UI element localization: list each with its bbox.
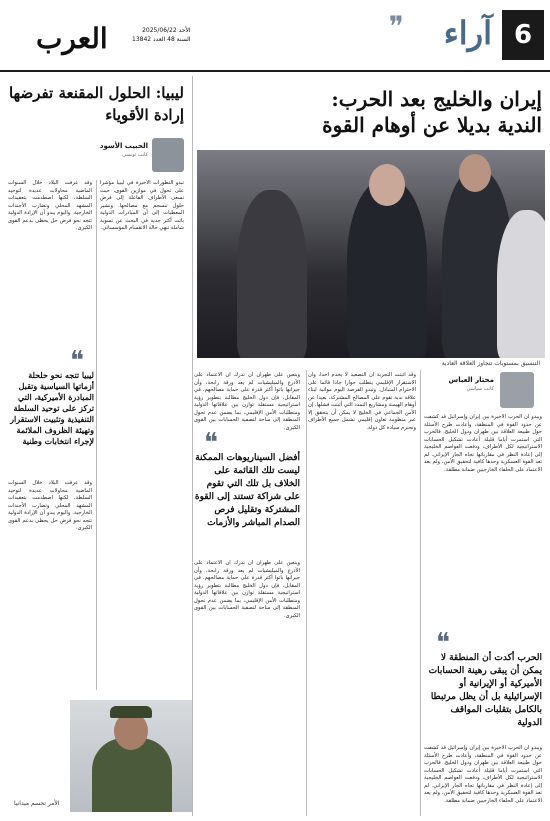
body-text: تبدو التطورات الأخيرة في ليبيا مؤشرا على تحول في موازين القوى، حيث تسعى الأطراف الفاعلة إلى فرض حلول تنسجم مع مصالحها. وتشير المعطيات إلى أن المبادرات الدولية باتت أكثر جدية في البحث عن تسوية شاملة تنهي حالة الانقسام المؤسساتي. <box>100 180 184 231</box>
main-article-column-2 <box>308 372 416 816</box>
body-text: ويتعين على طهران أن تدرك أن الاعتماد على الأذرع والميليشيات لم يعد ورقة رابحة، وأن جيرانها باتوا أكثر قدرة على حماية مصالحهم. في المقابل، فإن دول الخليج مطالبة بتطوير رؤية استراتيجية مستقلة توازن بين علاقاتها الدولية ومتطلبات الأمن الإقليمي، بما يضمن عدم تحول المنطقة إلى ساحة لتصفية الحسابات بين القوى الكبرى. <box>194 560 300 619</box>
issue-date: الأحد 2025/06/22 <box>142 27 191 34</box>
main-headline-line1: إيران والخليج بعد الحرب: <box>331 87 542 111</box>
column-divider <box>420 370 421 816</box>
column-divider <box>306 370 307 816</box>
pull-quote: أفضل السيناريوهات الممكنة ليست تلك القائمة على الخلاف بل تلك التي تقوم على شراكة تستند إلى القوة المشتركة وتقليل فرص الصدام المباشر والأزمات <box>194 453 300 528</box>
issue-number: السنة 48 العدد 13842 <box>132 36 191 43</box>
page-number: 6 <box>502 10 544 60</box>
column-divider <box>192 76 193 816</box>
author-avatar <box>152 138 184 172</box>
author-name: مختار العباس <box>448 376 494 384</box>
officer-cap <box>110 706 152 718</box>
author-name: الحبيب الأسود <box>99 142 148 150</box>
photo-caption: التنسيق بمستويات تتجاوز العلاقة العادية <box>441 360 540 367</box>
side-headline: ليبيا: الحلول المقنعة تفرضها إرادة الأقوياء <box>8 84 184 124</box>
person-figure <box>347 180 427 358</box>
side-photo-caption: الأمر تحسم ميدانيا <box>14 800 60 807</box>
main-article-column-1b <box>424 745 542 815</box>
person-figure <box>237 190 307 358</box>
person-head <box>459 154 491 192</box>
side-article-photo <box>70 700 192 812</box>
main-article-photo <box>197 150 545 358</box>
author-role: كاتب سياسي <box>466 386 494 392</box>
quote-icon: ❞ <box>388 10 404 43</box>
body-text: ويبدو أن الحرب الأخيرة بين إيران وإسرائيل قد كشفت عن حدود القوة في المنطقة، وأعادت طرح الأسئلة حول طبيعة العلاقة بين طهران ودول الخليج. فالحرب التي استمرت أياما قليلة أعادت تشكيل الحسابات الاستراتيجية لكل الأطراف، ودفعت العواصم الخليجية إلى إعادة النظر في مقارباتها تجاه الجار الإيراني. لم تعد القوة العسكرية وحدها كافية لتحقيق الأمن، ولم يعد الاعتماد على الحلفاء الخارجيين ضمانة مطلقة. <box>424 414 542 473</box>
main-article-column-3b <box>194 560 300 816</box>
body-text: ويبدو أن الحرب الأخيرة بين إيران وإسرائيل قد كشفت عن حدود القوة في المنطقة، وأعادت طرح الأسئلة حول طبيعة العلاقة بين طهران ودول الخليج. فالحرب التي استمرت أياما قليلة أعادت تشكيل الحسابات الاستراتيجية لكل الأطراف، ودفعت العواصم الخليجية إلى إعادة النظر في مقارباتها تجاه الجار الإيراني. لم تعد القوة العسكرية وحدها كافية لتحقيق الأمن، ولم يعد الاعتماد على الحلفاء الخارجيين ضمانة مطلقة. <box>424 745 542 804</box>
dateline <box>132 26 191 44</box>
main-headline-line2: الندية بديلا عن أوهام القوة <box>322 113 542 137</box>
page-header <box>0 0 550 72</box>
author-role: كاتب تونسي <box>122 152 148 158</box>
side-article-column-2 <box>8 180 92 348</box>
author-avatar <box>500 372 534 408</box>
main-article-column-1 <box>424 414 542 634</box>
pull-quote-icon: ❝ <box>436 628 450 658</box>
person-figure <box>497 210 545 358</box>
body-text: وقد عرفت البلاد خلال السنوات الماضية محاولات عديدة لتوحيد السلطة، لكنها اصطدمت بتعقيدات المشهد المحلي وتضارب الأجندات الخارجية. واليوم يبدو أن الإرادة الدولية تتجه نحو فرض حل يحظى بدعم القوى الكبرى. <box>8 180 92 231</box>
pull-quote: ليبيا تتجه نحو حلحلة أزماتها السياسية وتقبل المبادرة الأميركية، التي تركز على توحيد السلطة التنفيذية وتثبيت الاستقرار وتهيئة الظروف الملائمة لإجراء انتخابات وطنية <box>10 370 94 446</box>
column-divider <box>96 180 97 690</box>
side-article-column-1 <box>100 180 184 690</box>
body-text: وقد أثبتت التجربة أن التصعيد لا يخدم أحدا، وأن الاستقرار الإقليمي يتطلب حوارا جادا قائما على الاحترام المتبادل. وتبدو الفرصة اليوم مواتية لبناء علاقة ندية تقوم على المصالح المشتركة، بعيدا عن أوهام الهيمنة ومشاريع التمدد التي أثبتت فشلها. إن الأمن الجماعي في الخليج لا يمكن أن يتحقق إلا عبر منظومة تعاون إقليمي تشمل جميع الأطراف وتحترم سيادة كل دولة. <box>308 372 416 431</box>
section-title: آراء <box>443 14 492 52</box>
side-article-column-2b <box>8 480 92 690</box>
body-text: وقد عرفت البلاد خلال السنوات الماضية محاولات عديدة لتوحيد السلطة، لكنها اصطدمت بتعقيدات المشهد المحلي وتضارب الأجندات الخارجية. واليوم يبدو أن الإرادة الدولية تتجه نحو فرض حل يحظى بدعم القوى الكبرى. <box>8 480 92 531</box>
pull-quote-icon: ❝ <box>70 346 84 376</box>
pull-quote-icon: ❝ <box>204 428 218 458</box>
person-head <box>369 164 405 206</box>
pull-quote: الحرب أكدت أن المنطقة لا يمكن أن يبقى رهينة الحسابات الأميركية أو الإيرانية أو الإسرائيلية بل أن يظل مرتبطا بالكامل بتقلبات المواقف الدولية <box>428 653 542 728</box>
newspaper-logo: العرب <box>36 22 108 55</box>
body-text: ويتعين على طهران أن تدرك أن الاعتماد على الأذرع والميليشيات لم يعد ورقة رابحة، وأن جيرانها باتوا أكثر قدرة على حماية مصالحهم. في المقابل، فإن دول الخليج مطالبة بتطوير رؤية استراتيجية مستقلة توازن بين علاقاتها الدولية ومتطلبات الأمن الإقليمي، بما يضمن عدم تحول المنطقة إلى ساحة لتصفية الحسابات بين القوى الكبرى. <box>194 372 300 431</box>
